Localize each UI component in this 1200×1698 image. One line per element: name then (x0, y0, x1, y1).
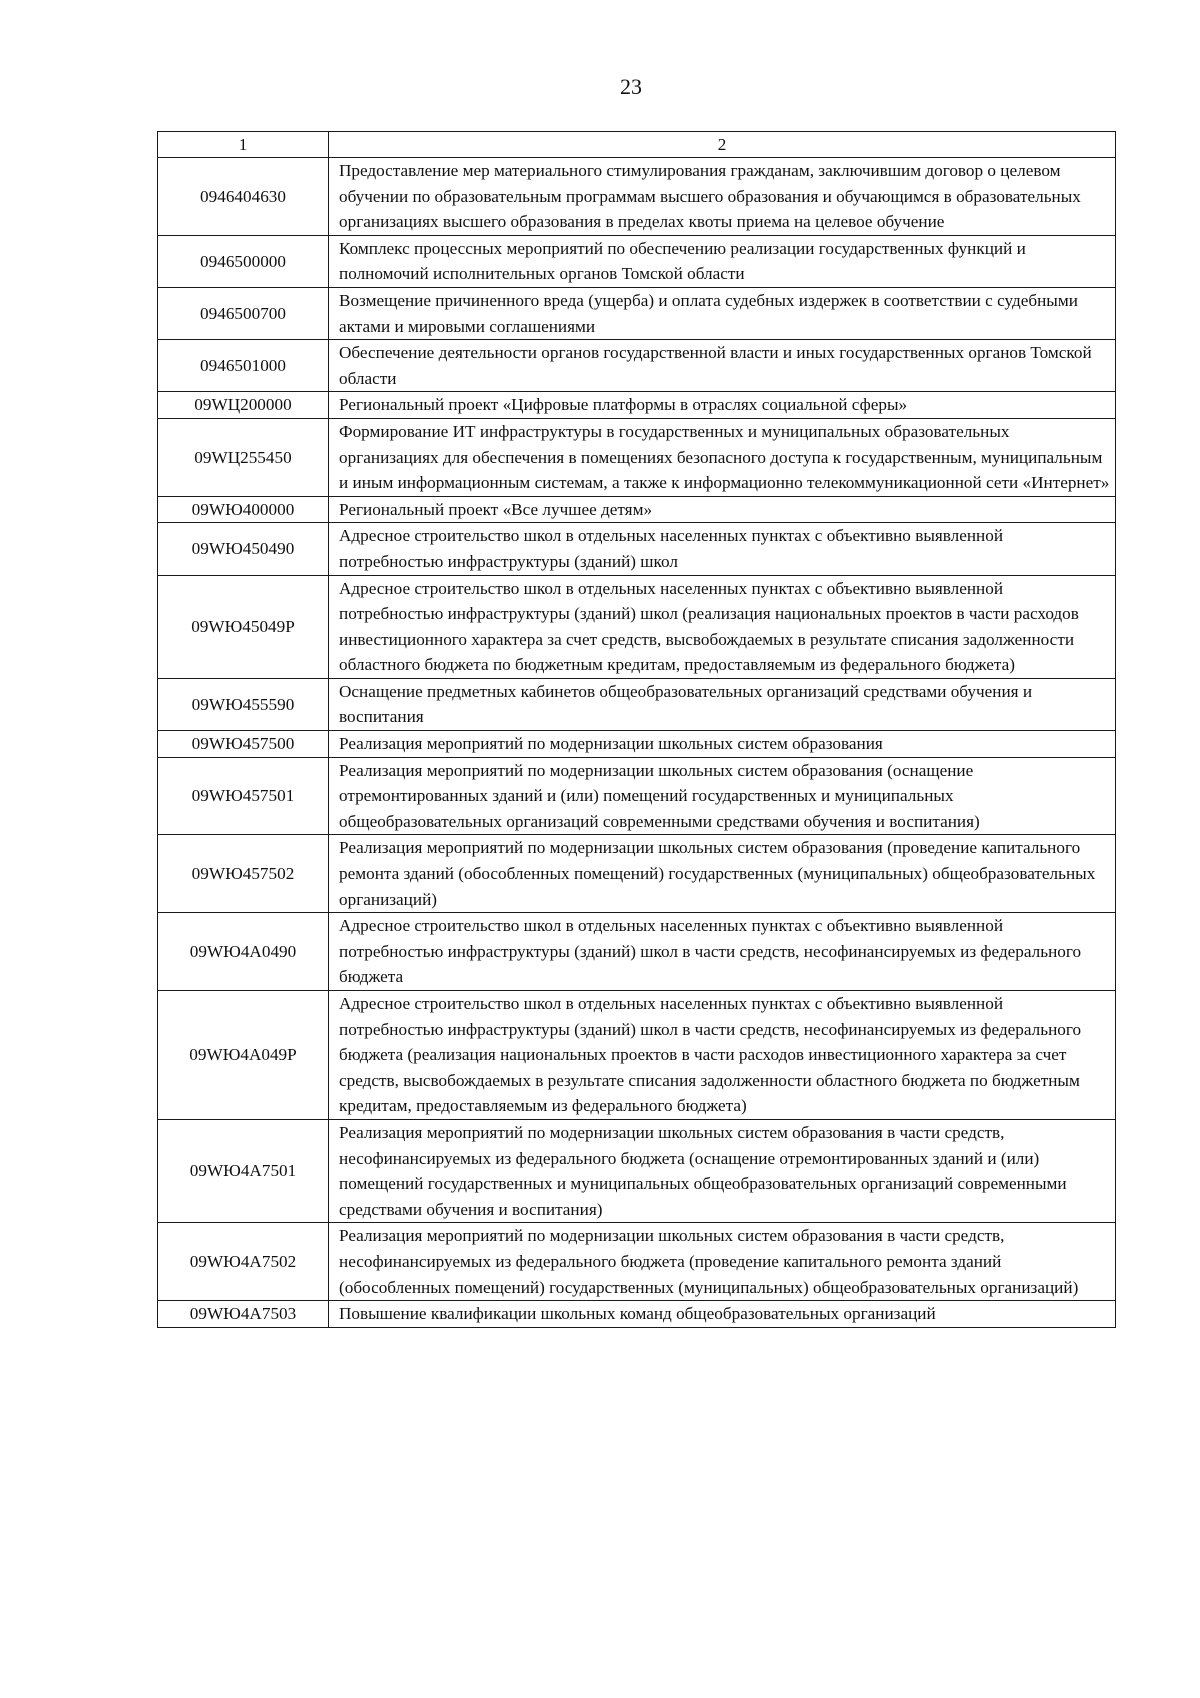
row-description: Реализация мероприятий по модернизации школьных систем образования в части средств, несофинансируемых из федерального бюджета (проведение капитального ремонта зданий (обособленных помещений) государственных (муниципальных) общеобразовательных организаций) (329, 1223, 1116, 1301)
row-code: 09WЮ4А7503 (158, 1301, 329, 1328)
row-description: Формирование ИТ инфраструктуры в государственных и муниципальных образовательных организациях для обеспечения в помещениях безопасного доступа к государственным, муниципальным и иным информационным системам, а также к информационно телекоммуникационной сети «Интернет» (329, 418, 1116, 496)
table-row (158, 496, 1116, 523)
page-number: 23 (620, 74, 642, 99)
row-code: 0946404630 (158, 158, 329, 236)
table-row (158, 1301, 1116, 1328)
table-row (158, 392, 1116, 419)
row-description: Реализация мероприятий по модернизации школьных систем образования (оснащение отремонтированных зданий и (или) помещений государственных и муниципальных общеобразовательных организаций современными средствами обучения и воспитания) (329, 757, 1116, 835)
row-code: 09WЮ457502 (158, 835, 329, 913)
row-code: 09WЮ45049Р (158, 575, 329, 678)
row-description: Региональный проект «Цифровые платформы в отраслях социальной сферы» (329, 392, 1116, 419)
row-code: 09WЮ4А0490 (158, 913, 329, 991)
row-description: Обеспечение деятельности органов государственной власти и иных государственных органов Томской области (329, 340, 1116, 392)
row-code: 0946500000 (158, 235, 329, 287)
table-row (158, 835, 1116, 913)
table-header-row (158, 132, 1116, 158)
table-row (158, 913, 1116, 991)
table-row (158, 731, 1116, 758)
row-description: Адресное строительство школ в отдельных населенных пунктах с объективно выявленной потребностью инфраструктуры (зданий) школ в части средств, несофинансируемых из федерального бюджета (329, 913, 1116, 991)
row-code: 09WЮ450490 (158, 523, 329, 575)
table-row (158, 757, 1116, 835)
row-code: 09WЮ4А7501 (158, 1119, 329, 1222)
table-row (158, 158, 1116, 236)
row-description: Комплекс процессных мероприятий по обеспечению реализации государственных функций и полномочий исполнительных органов Томской области (329, 235, 1116, 287)
table-row (158, 418, 1116, 496)
row-code: 09WЮ457500 (158, 731, 329, 758)
row-description: Предоставление мер материального стимулирования гражданам, заключившим договор о целевом обучении по образовательным программам высшего образования и обучающимся в образовательных организациях высшего образования в пределах квоты приема на целевое обучение (329, 158, 1116, 236)
row-code: 09WЮ400000 (158, 496, 329, 523)
column-header-1: 1 (158, 132, 329, 158)
row-description: Региональный проект «Все лучшее детям» (329, 496, 1116, 523)
row-code: 0946501000 (158, 340, 329, 392)
budget-code-table (157, 131, 1116, 1328)
table-row (158, 523, 1116, 575)
row-code: 09WЮ4А049Р (158, 991, 329, 1120)
row-code: 09WЮ457501 (158, 757, 329, 835)
row-description: Адресное строительство школ в отдельных населенных пунктах с объективно выявленной потребностью инфраструктуры (зданий) школ (329, 523, 1116, 575)
table-row (158, 1119, 1116, 1222)
row-description: Реализация мероприятий по модернизации школьных систем образования в части средств, несофинансируемых из федерального бюджета (оснащение отремонтированных зданий и (или) помещений государственных и муниципальных общеобразовательных организаций современными средствами обучения и воспитания) (329, 1119, 1116, 1222)
row-code: 0946500700 (158, 287, 329, 339)
row-code: 09WЦ200000 (158, 392, 329, 419)
table-row (158, 575, 1116, 678)
row-description: Оснащение предметных кабинетов общеобразовательных организаций средствами обучения и воспитания (329, 678, 1116, 730)
column-header-2: 2 (329, 132, 1116, 158)
row-description: Возмещение причиненного вреда (ущерба) и оплата судебных издержек в соответствии с судебными актами и мировыми соглашениями (329, 287, 1116, 339)
row-description: Адресное строительство школ в отдельных населенных пунктах с объективно выявленной потребностью инфраструктуры (зданий) школ в части средств, несофинансируемых из федерального бюджета (реализация национальных проектов в части расходов инвестиционного характера за счет средств, высвобождаемых в результате списания задолженности областного бюджета по бюджетным кредитам, предоставляемым из федерального бюджета) (329, 991, 1116, 1120)
row-code: 09WЦ255450 (158, 418, 329, 496)
table-row (158, 991, 1116, 1120)
table-row (158, 340, 1116, 392)
row-description: Адресное строительство школ в отдельных населенных пунктах с объективно выявленной потребностью инфраструктуры (зданий) школ (реализация национальных проектов в части расходов инвестиционного характера за счет средств, высвобождаемых в результате списания задолженности областного бюджета по бюджетным кредитам, предоставляемым из федерального бюджета) (329, 575, 1116, 678)
row-description: Повышение квалификации школьных команд общеобразовательных организаций (329, 1301, 1116, 1328)
row-description: Реализация мероприятий по модернизации школьных систем образования (329, 731, 1116, 758)
table-row (158, 287, 1116, 339)
row-code: 09WЮ4А7502 (158, 1223, 329, 1301)
table-row (158, 235, 1116, 287)
table-row (158, 678, 1116, 730)
row-description: Реализация мероприятий по модернизации школьных систем образования (проведение капитального ремонта зданий (обособленных помещений) государственных (муниципальных) общеобразовательных организаций) (329, 835, 1116, 913)
table-row (158, 1223, 1116, 1301)
row-code: 09WЮ455590 (158, 678, 329, 730)
